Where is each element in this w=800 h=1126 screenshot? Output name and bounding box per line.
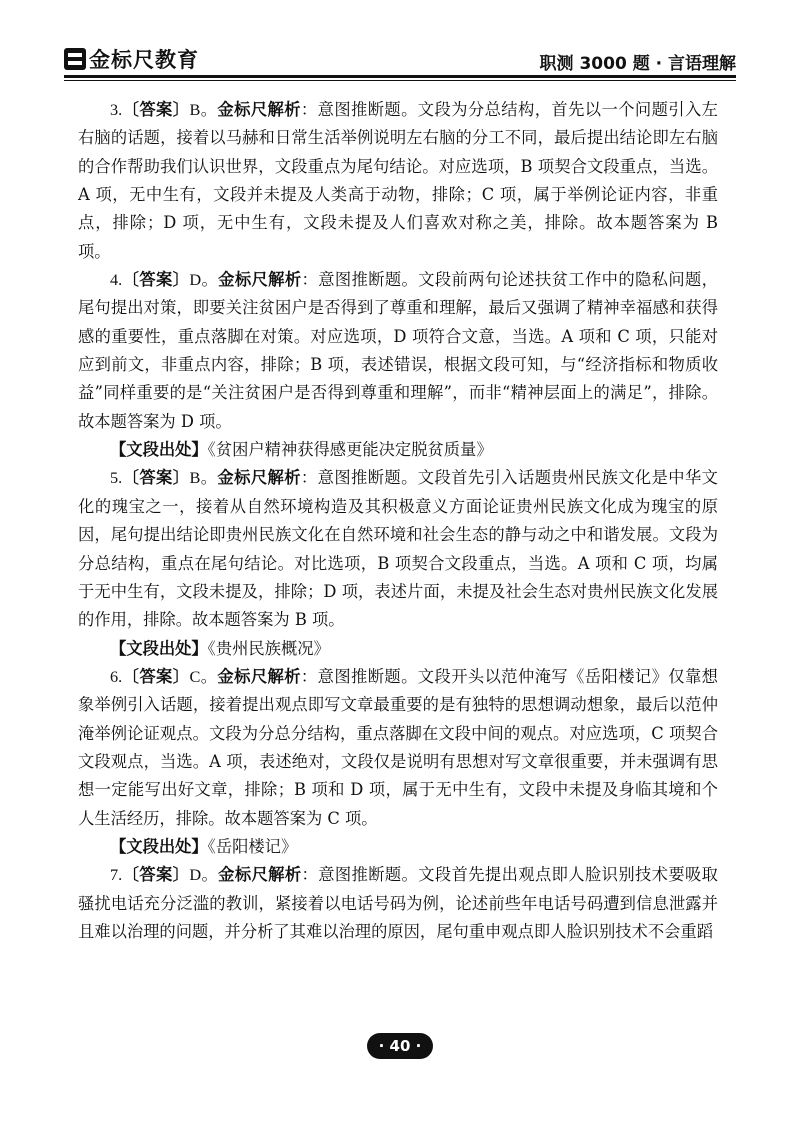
answer-choice: D。 bbox=[189, 270, 219, 290]
question-number: 4. bbox=[110, 270, 123, 290]
analysis-label: 金标尺解析 bbox=[217, 666, 301, 686]
answer-label: 〔答案〕 bbox=[122, 865, 190, 885]
analysis-text: ：意图推断题。文段前两句论述扶贫工作中的隐私问题，尾句提出对策，即要关注贫困户是否得到了尊重和理解，最后又强调了精神幸福感和获得感的重要性，重点落脚在对策。对应选项，D 项符合文意，当选。A 项和 C 项，只能对应到前文，非重点内容，排除；B 项，表述错误，根据文段可知，与“经济指标和物质收益”同样重要的是“关注贫困户是否得到尊重和理解”，而非“精神层面上的满足”，排除。故本题答案为 D 项。 bbox=[78, 270, 718, 431]
source-line-5 bbox=[78, 635, 718, 663]
question-number: 5. bbox=[110, 468, 123, 488]
logo-text: 金标尺教育 bbox=[89, 48, 199, 72]
book-title: 职测 3000 题 · 言语理解 bbox=[539, 54, 736, 74]
page-header bbox=[64, 44, 736, 74]
source-line-6 bbox=[78, 833, 718, 861]
source-title: 《贫困户精神获得感更能决定脱贫质量》 bbox=[207, 440, 493, 460]
logo-icon bbox=[64, 48, 86, 70]
answer-item-5 bbox=[78, 464, 718, 634]
answer-label: 〔答案〕 bbox=[122, 270, 190, 290]
answer-item-4 bbox=[78, 266, 718, 436]
source-title: 《岳阳楼记》 bbox=[207, 836, 298, 856]
question-number: 7. bbox=[110, 865, 123, 885]
source-label: 【文段出处】 bbox=[110, 440, 208, 460]
question-number: 6. bbox=[110, 666, 123, 686]
question-number: 3. bbox=[110, 100, 123, 119]
answer-label: 〔答案〕 bbox=[122, 666, 190, 686]
source-label: 【文段出处】 bbox=[110, 836, 208, 856]
analysis-text: ：意图推断题。文段首先引入话题贵州民族文化是中华文化的瑰宝之一，接着从自然环境构造及其积极意义方面论证贵州民族文化成为瑰宝的原因，尾句提出结论即贵州民族文化在自然环境和社会生态的静与动之中和谐发展。文段为分总结构，重点在尾句结论。对比选项，B 项契合文段重点，当选。A 项和 C 项，均属于无中生有，文段未提及，排除；D 项，表述片面，未提及社会生态对贵州民族文化发展的作用，排除。故本题答案为 B 项。 bbox=[78, 468, 718, 630]
answer-item-6 bbox=[78, 663, 718, 833]
analysis-text: ：意图推断题。文段为分总结构，首先以一个问题引入左右脑的话题，接着以马赫和日常生活举例说明左右脑的分工不同，最后提出结论即左右脑的合作帮助我们认识世界，文段重点为尾句结论。对应选项，B 项契合文段重点，当选。A 项，无中生有，文段并未提及人类高于动物，排除；C 项，属于举例论证内容，非重点，排除；D 项，无中生有，文段未提及人们喜欢对称之美，排除。故本题答案为 B 项。 bbox=[78, 100, 718, 261]
analysis-label: 金标尺解析 bbox=[217, 100, 301, 119]
answer-explanations bbox=[78, 96, 718, 946]
source-line-4 bbox=[78, 436, 718, 464]
analysis-text: ：意图推断题。文段首先提出观点即人脸识别技术要吸取骚扰电话充分泛滥的教训，紧接着以电话号码为例，论述前些年电话号码遭到信息泄露并且难以治理的问题，并分析了其难以治理的原因，尾句重申观点即人脸识别技术不会重蹈 bbox=[78, 865, 718, 941]
page-number: · 40 · bbox=[367, 1033, 433, 1059]
answer-item-3 bbox=[78, 96, 718, 266]
analysis-label: 金标尺解析 bbox=[218, 270, 302, 290]
analysis-text: ：意图推断题。文段开头以范仲淹写《岳阳楼记》仅靠想象举例引入话题，接着提出观点即写文章最重要的是有独特的思想调动想象，最后以范仲淹举例论证观点。文段为分总分结构，重点落脚在文段中间的观点。对应选项，C 项契合文段观点，当选。A 项，表述绝对，文段仅是说明有思想对写文章很重要，并未强调有思想一定能写出好文章，排除；B 项和 D 项，属于无中生有，文段中未提及身临其境和个人生活经历，排除。故本题答案为 C 项。 bbox=[78, 666, 718, 828]
publisher-logo bbox=[64, 46, 199, 72]
answer-label: 〔答案〕 bbox=[122, 468, 190, 488]
answer-choice: B。 bbox=[189, 100, 218, 119]
answer-choice: C。 bbox=[189, 666, 218, 686]
header-divider-thin bbox=[64, 80, 736, 81]
answer-choice: B。 bbox=[189, 468, 218, 488]
source-label: 【文段出处】 bbox=[110, 638, 208, 658]
answer-item-7 bbox=[78, 861, 718, 946]
analysis-label: 金标尺解析 bbox=[217, 468, 301, 488]
source-title: 《贵州民族概况》 bbox=[207, 638, 330, 658]
header-divider bbox=[64, 75, 736, 78]
answer-choice: D。 bbox=[189, 865, 219, 885]
answer-label: 〔答案〕 bbox=[122, 100, 190, 119]
analysis-label: 金标尺解析 bbox=[218, 865, 302, 885]
